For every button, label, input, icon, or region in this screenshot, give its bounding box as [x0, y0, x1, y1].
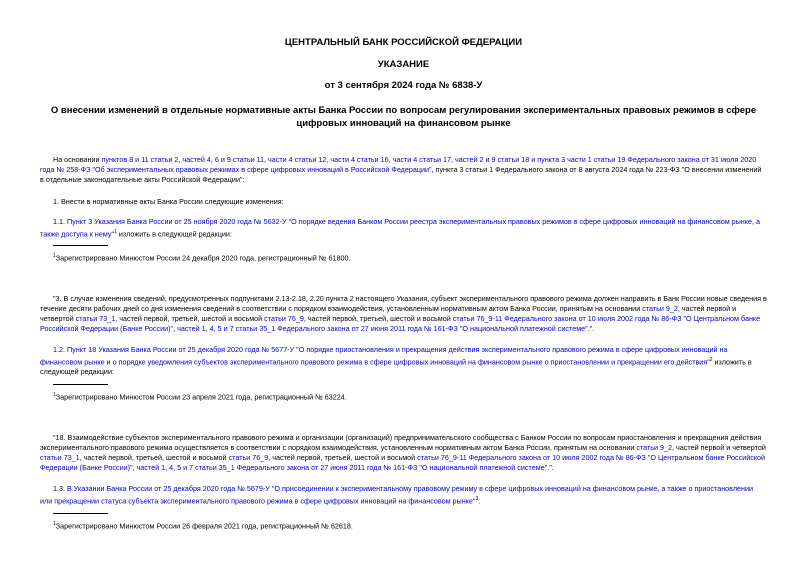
document-type: УКАЗАНИЕ [377, 59, 430, 70]
document-subject: О внесении изменений в отдельные нормативные акты Банка России по вопросам регулирования экспериментальных правовых режимов в сфере цифровых инноваций на финансовом рынке [50, 105, 757, 129]
footnote-ref-1[interactable]: 1 [114, 229, 117, 235]
footnote-divider [53, 245, 108, 246]
item-1: 1. Внести в нормативные акты Банка России следующие изменения: [53, 197, 284, 206]
quote18-link-3[interactable]: статьи 76_9 [228, 453, 269, 462]
quote3-link-3[interactable]: статьи 76_9 [264, 314, 304, 323]
quote3-link-1[interactable]: статьи 9_2 [642, 304, 678, 313]
quote18-link-4[interactable]: статьи 76_9-11 Федерального закона от 10 июля 2002 года № 86-ФЗ "О Центральном банке Российской Федерации (Банке России)", частей 1, 4, 5 и 7 статьи 35_1 Федерального закона от 27 июня 2011 года № 161-ФЗ "О национальной платежной системе" [40, 453, 766, 472]
footnote-ref-2[interactable]: 2 [709, 357, 713, 363]
preamble-law-link[interactable]: пунктов 8 и 11 статьи 2, частей 4, 6 и 9 статьи 11, части 4 статьи 12, части 4 статьи 16, части 4 статьи 17, частей 2 и 9 статьи 18 и пункта 3 части 1 статьи 19 Федерального закона от 31 июля 2020 года № 258-ФЗ "Об экспериментальных правовых режимах в сфере цифровых инноваций в Российской Федерации" [40, 155, 757, 174]
footnote-1: $^1$Зарегистрировано Минюстом России 24 декабря 2020 года, регистрационный № 61800. [53, 253, 351, 263]
preamble: На основании пунктов 8 и 11 статьи 2, частей 4, 6 и 9 статьи 11, части 4 статьи 12, части 4 статьи 16, части 4 статьи 17, частей 2 и 9 статьи 18 и пункта 3 части 1 статьи 19 Федерального закона от 31 июля 2020 года № 258-ФЗ "Об экспериментальных правовых режимах в сфере цифровых инноваций в Российской Федерации", пункта 3 статьи 1 Федерального закона от 8 августа 2024 года № 223-ФЗ "О внесении изменений в отдельные законодательные акты Российской Федерации": [40, 155, 762, 184]
issuer-title: ЦЕНТРАЛЬНЫЙ БАНК РОССИЙСКОЙ ФЕДЕРАЦИИ [284, 37, 523, 48]
quote3-link-4[interactable]: статьи 76_9-11 Федерального закона от 10 июля 2002 года № 86-ФЗ "О Центральном банке Российской Федерации (Банке России)", частей 1, 4, 5 и 7 статьи 35_1 Федерального закона от 27 июня 2011 года № 161-ФЗ "О национальной платежной системе" [40, 314, 761, 333]
footnote-ref-3[interactable]: 3 [475, 496, 479, 502]
document-date-number: от 3 сентября 2024 года № 6838-У [324, 80, 483, 91]
quote-point-18: "18. Взаимодействие субъектов экспериментального правового режима и организации (организаций) предпринимательского сообщества с Банком России по вопросам приостановления и прекращения действия экспериментального правового режима осуществляется в соответствии с порядком взаимодействия, установленным нормативным актом Банка России, принятым на основании статьи 9_2, частей первой и четвертой статьи 73_1, частей первой, третьей, шестой и восьмой статьи 76_9, частей первой, третьей, шестой и восьмой статьи 76_9-11 Федерального закона от 10 июля 2002 года № 86-ФЗ "О Центральном банке Российской Федерации (Банке России)", частей 1, 4, 5 и 7 статьи 35_1 Федерального закона от 27 июня 2011 года № 161-ФЗ "О национальной платежной системе".". [40, 433, 766, 472]
item-1-3-link[interactable]: В Указании Банка России от 25 декабря 2020 года № 5679-У "О присоединении к экспериментальному правовому режиму в сфере цифровых инноваций на финансовом рынке, а также о приостановлении или прекращении статуса субъекта экспериментального правового режима в сфере цифровых инноваций на финансовом рынке" [40, 484, 754, 506]
item-1-3: 1.3. В Указании Банка России от 25 декабря 2020 года № 5679-У "О присоединении к экспериментальному правовому режиму в сфере цифровых инноваций на финансовом рынке, а также о приостановлении или прекращении статуса субъекта экспериментального правового режима в сфере цифровых инноваций на финансовом рынке"$^3$: [40, 484, 754, 506]
footnote-2: $^1$Зарегистрировано Минюстом России 23 апреля 2021 года, регистрационный № 63224. [53, 392, 347, 402]
footnote-divider [53, 513, 108, 514]
quote-point-3: "3. В случае изменения сведений, предусмотренных подпунктами 2.13-2.18, 2.20 пункта 2 настоящего Указания, субъект экспериментального правового режима должен направить в Банк России новые сведения в течение десяти рабочих дней со дня изменения сведений в соответствии с порядком взаимодействия, установленным нормативным актом Банка России, принятым на основании статьи 9_2, частей первой и четвертой статьи 73_1, частей первой, третьей, шестой и восьмой статьи 76_9, частей первой, третьей, шестой и восьмой статьи 76_9-11 Федерального закона от 10 июля 2002 года № 86-ФЗ "О Центральном банке Российской Федерации (Банке России)", частей 1, 4, 5 и 7 статьи 35_1 Федерального закона от 27 июня 2011 года № 161-ФЗ "О национальной платежной системе".". [40, 294, 767, 333]
quote18-link-2[interactable]: статьи 73_1 [40, 453, 80, 462]
footnote-3: $^1$Зарегистрировано Минюстом России 26 февраля 2021 года, регистрационный № 62618. [53, 521, 353, 531]
quote18-link-1[interactable]: статьи 9_2 [636, 443, 673, 452]
item-1-2-link[interactable]: 1.2. Пункт 18 Указания Банка России от 25 декабря 2020 года № 5677-У "О порядке приостановления и прекращения действия экспериментального правового режима в сфере цифровых инноваций на финансовом рынке и о порядке уведомления субъектов экспериментального правового режима в сфере цифровых инноваций на финансовом рынке о приостановлении и прекращении его действия" [40, 345, 728, 367]
item-1-1: 1.1. Пункт 3 Указания Банка России от 25 ноября 2020 года № 5632-У "О порядке ведения Банком России реестра экспериментальных правовых режимов в сфере цифровых инноваций на финансовом рынке, а также доступа к нему"$^1$ изложить в следующей редакции: [40, 217, 760, 239]
item-1-1-link[interactable]: Пункт 3 Указания Банка России от 25 ноября 2020 года № 5632-У "О порядке ведения Банком России реестра экспериментальных правовых режимов в сфере цифровых инноваций на финансовом рынке, а также доступа к нему" [40, 217, 760, 239]
item-1-2: 1.2. Пункт 18 Указания Банка России от 25 декабря 2020 года № 5677-У "О порядке приостановления и прекращения действия экспериментального правового режима в сфере цифровых инноваций на финансовом рынке и о порядке уведомления субъектов экспериментального правового режима в сфере цифровых инноваций на финансовом рынке о приостановлении и прекращении его действия"$^2$ изложить в следующей редакции: [40, 345, 752, 377]
footnote-divider [53, 384, 108, 385]
quote3-link-2[interactable]: статьи 73_1 [75, 314, 116, 323]
